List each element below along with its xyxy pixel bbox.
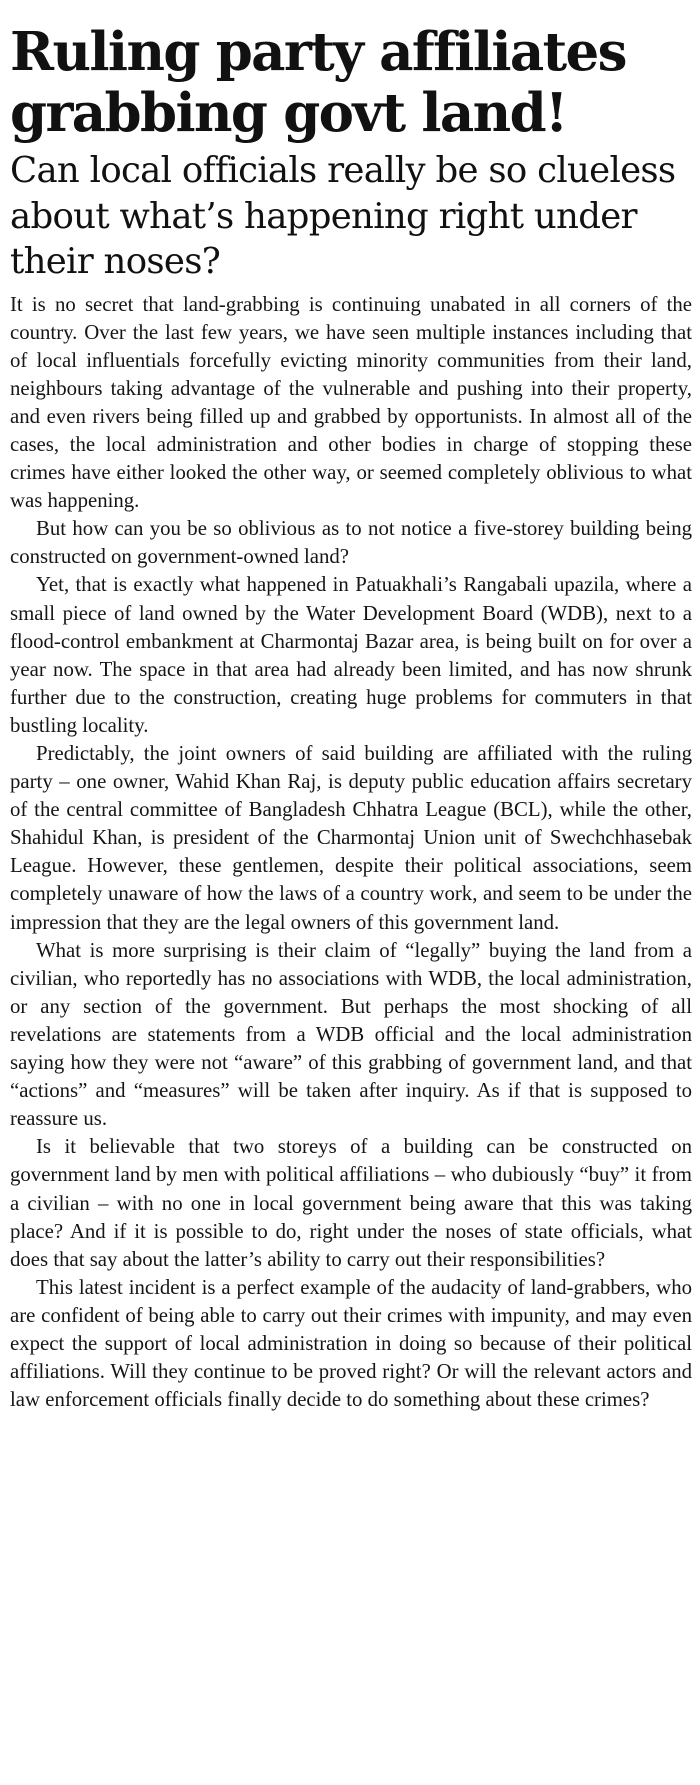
- headline: Ruling party affiliates grabbing govt land!: [10, 21, 626, 144]
- paragraph: Predictably, the joint owners of said building are affiliated with the ruling party – one owner, Wahid Khan Raj, is deputy public education affairs secretary of the central committee of Bangladesh Chhatra League (BCL), while the other, Shahidul Khan, is president of the Charmontaj Union unit of Swechchhasebak League. However, these gentlemen, despite their political associations, seem completely unaware of how the laws of a country work, and seem to be under the impression that they are the legal owners of this government land.: [10, 742, 692, 934]
- paragraph: But how can you be so oblivious as to not notice a five-storey building being constructed on government-owned land?: [10, 517, 692, 569]
- article-body: [10, 291, 692, 1415]
- paragraph: This latest incident is a perfect example of the audacity of land-grabbers, who are confident of being able to carry out their crimes with impunity, and may even expect the support of local administration in doing so because of their political affiliations. Will they continue to be proved right? Or will the relevant actors and law enforcement officials finally decide to do something about these crimes?: [10, 1275, 692, 1412]
- paragraph: It is no secret that land-grabbing is continuing unabated in all corners of the country. Over the last few years, we have seen multiple instances including that of local influentials forcefully evicting minority communities from their land, neighbours taking advantage of the vulnerable and pushing into their property, and even rivers being filled up and grabbed by opportunists. In almost all of the cases, the local administration and other bodies in charge of stopping these crimes have either looked the other way, or seemed completely oblivious to what was happening.: [10, 292, 692, 513]
- paragraph: Is it believable that two storeys of a building can be constructed on government land by men with political affiliations – who dubiously “buy” it from a civilian – with no one in local government being aware that this was taking place? And if it is possible to do, right under the noses of state officials, what does that say about the latter’s ability to carry out their responsibilities?: [10, 1135, 692, 1271]
- paragraph: What is more surprising is their claim of “legally” buying the land from a civilian, who reportedly has no associations with WDB, the local administration, or any section of the government. But perhaps the most shocking of all revelations are statements from a WDB official and the local administration saying how they were not “aware” of this grabbing of government land, and that “actions” and “measures” will be taken after inquiry. As if that is supposed to reassure us.: [10, 938, 692, 1131]
- subheadline: Can local officials really be so clueless about what’s happening right under their noses?: [10, 150, 676, 282]
- paragraph: Yet, that is exactly what happened in Patuakhali’s Rangabali upazila, where a small piece of land owned by the Water Development Board (WDB), next to a flood-control embankment at Charmontaj Bazar area, is being built on for over a year now. The space in that area had already been limited, and has now shrunk further due to the construction, creating huge problems for commuters in that bustling locality.: [10, 573, 692, 737]
